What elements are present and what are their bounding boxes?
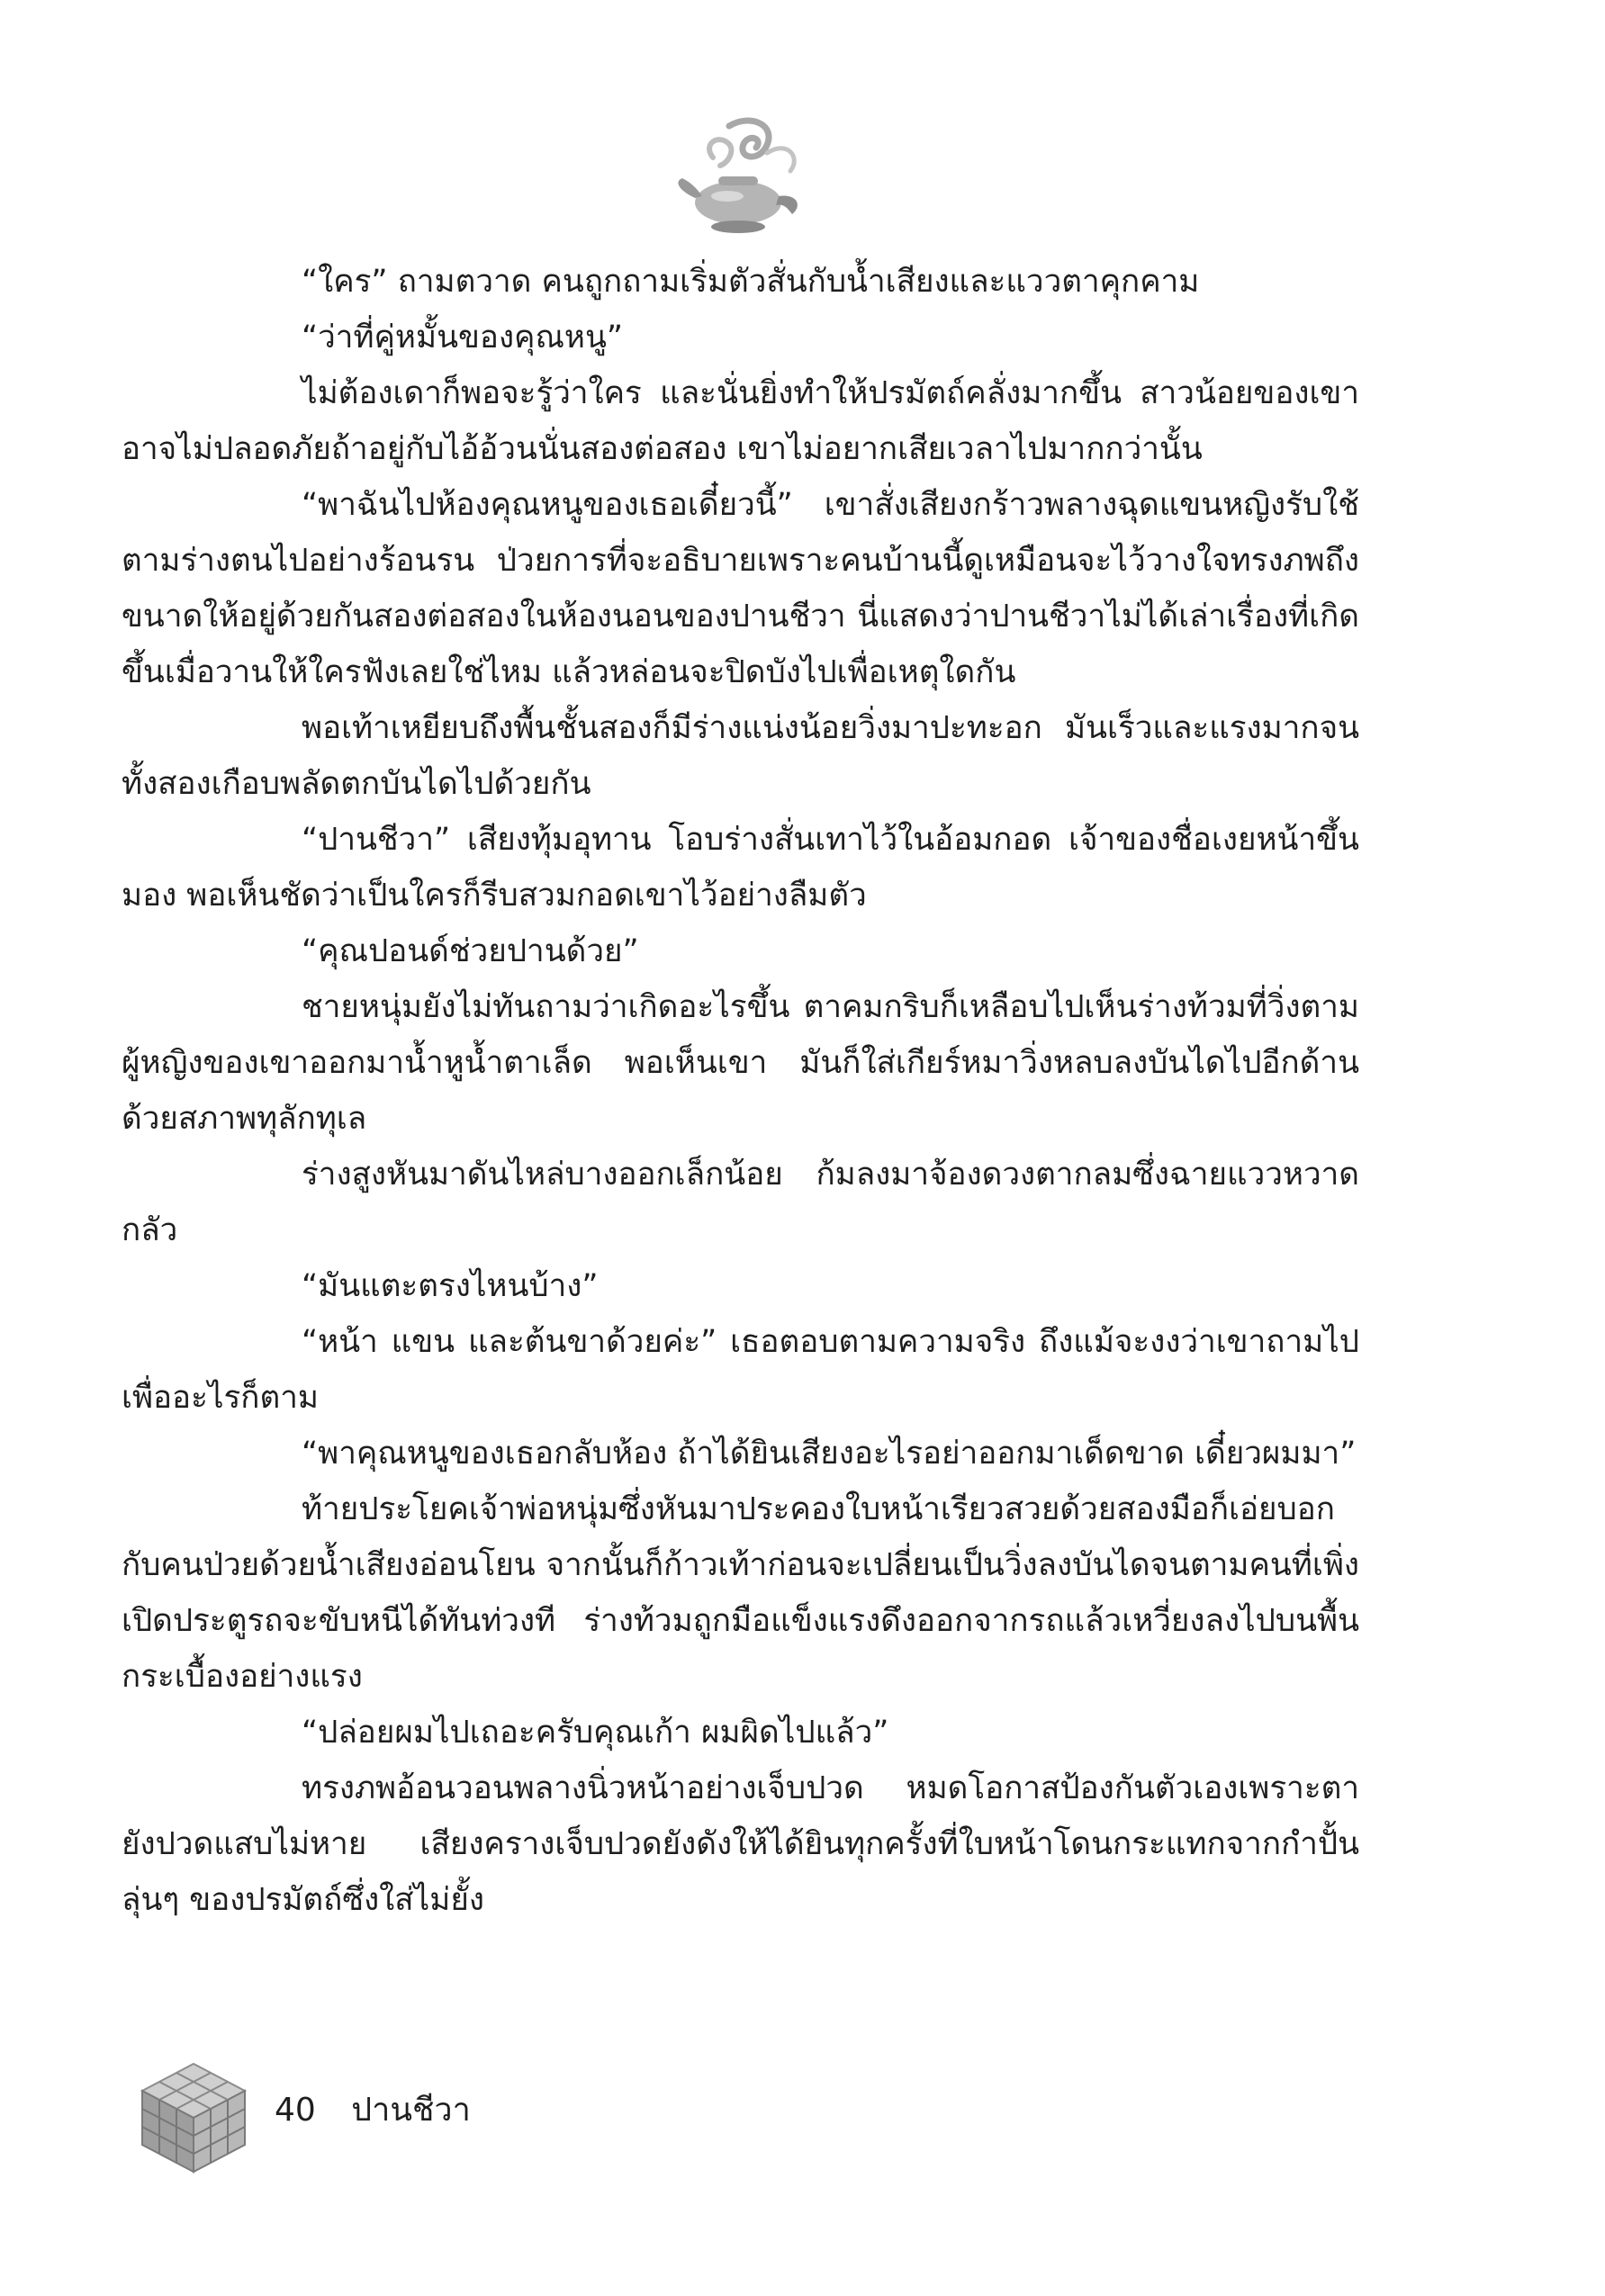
paragraph: ชายหนุ่มยังไม่ทันถามว่าเกิดอะไรขึ้น ตาคมกริบก็เหลือบไปเห็นร่างท้วมที่วิ่งตามผู้หญิงของเขาออกมาน้ำหูน้ำตาเล็ด พอเห็นเขา มันก็ใส่เกียร์หมาวิ่งหลบลงบันไดไปอีกด้านด้วยสภาพทุลักทุเล <box>122 989 1359 1137</box>
paragraph: “ปานชีวา” เสียงทุ้มอุทาน โอบร่างสั่นเทาไว้ในอ้อมกอด เจ้าของชื่อเงยหน้าขึ้นมอง พอเห็นชัดว่าเป็นใครก็รีบสวมกอดเขาไว้อย่างลืมตัว <box>122 822 1359 914</box>
paragraph: ทรงภพอ้อนวอนพลางนิ่วหน้าอย่างเจ็บปวด หมดโอกาสป้องกันตัวเองเพราะตายังปวดแสบไม่หาย เสียงครางเจ็บปวดยังดังให้ได้ยินทุกครั้งที่ใบหน้าโดนกระแทกจากกำปั้นลุ่นๆ ของปรมัตถ์ซึ่งใส่ไม่ยั้ง <box>122 1770 1359 1918</box>
paragraph: “คุณปอนด์ช่วยปานด้วย” <box>302 933 639 969</box>
paragraph: “ว่าที่คู่หมั้นของคุณหนู” <box>302 320 624 356</box>
magic-lamp-icon <box>666 108 810 243</box>
paragraph: “ใคร” ถามตวาด คนถูกถามเริ่มตัวสั่นกับน้ำเสียงและแววตาคุกคาม <box>302 264 1200 300</box>
paragraph: “พาฉันไปห้องคุณหนูของเธอเดี๋ยวนี้” เขาสั่งเสียงกร้าวพลางฉุดแขนหญิงรับใช้ตามร่างตนไปอย่างร้อนรน ป่วยการที่จะอธิบายเพราะคนบ้านนี้ดูเหมือนจะไว้วางใจทรงภพถึงขนาดให้อยู่ด้วยกันสองต่อสองในห้องนอนของปานชีวา นี่แสดงว่าปานชีวาไม่ได้เล่าเรื่องที่เกิดขึ้นเมื่อวานให้ใครฟังเลยใช่ไหม แล้วหล่อนจะปิดบังไปเพื่อเหตุใดกัน <box>122 487 1359 690</box>
crystal-cube-icon <box>135 2057 252 2178</box>
paragraph: ไม่ต้องเดาก็พอจะรู้ว่าใคร และนั่นยิ่งทำให้ปรมัตถ์คลั่งมากขึ้น สาวน้อยของเขาอาจไม่ปลอดภัยถ้าอยู่กับไอ้อ้วนนั่นสองต่อสอง เขาไม่อยากเสียเวลาไปมากกว่านั้น <box>122 375 1359 467</box>
paragraph: ร่างสูงหันมาดันไหล่บางออกเล็กน้อย ก้มลงมาจ้องดวงตากลมซึ่งฉายแววหวาดกลัว <box>122 1157 1359 1248</box>
paragraph: ท้ายประโยคเจ้าพ่อหนุ่มซึ่งหันมาประคองใบหน้าเรียวสวยด้วยสองมือก็เอ่ยบอกกับคนป่วยด้วยน้ำเสียงอ่อนโยน จากนั้นก็ก้าวเท้าก่อนจะเปลี่ยนเป็นวิ่งลงบันไดจนตามคนที่เพิ่งเปิดประตูรถจะขับหนีได้ทันท่วงที ร่างท้วมถูกมือแข็งแรงดึงออกจากรถแล้วเหวี่ยงลงไปบนพื้นกระเบื้องอย่างแรง <box>122 1491 1359 1695</box>
paragraph: “พาคุณหนูของเธอกลับห้อง ถ้าได้ยินเสียงอะไรอย่าออกมาเด็ดขาด เดี๋ยวผมมา” <box>302 1436 1357 1472</box>
body-text <box>122 254 1359 1928</box>
page-footer <box>275 2088 471 2133</box>
page-number: 40 <box>275 2092 316 2129</box>
paragraph: พอเท้าเหยียบถึงพื้นชั้นสองก็มีร่างแน่งน้อยวิ่งมาปะทะอก มันเร็วและแรงมากจนทั้งสองเกือบพลัดตกบันไดไปด้วยกัน <box>122 710 1359 802</box>
paragraph: “หน้า แขน และต้นขาด้วยค่ะ” เธอตอบตามความจริง ถึงแม้จะงงว่าเขาถามไปเพื่ออะไรก็ตาม <box>122 1324 1359 1416</box>
book-title: ปานชีวา <box>351 2092 471 2129</box>
paragraph: “ปล่อยผมไปเถอะครับคุณเก้า ผมผิดไปแล้ว” <box>302 1715 889 1751</box>
paragraph: “มันแตะตรงไหนบ้าง” <box>302 1268 599 1304</box>
